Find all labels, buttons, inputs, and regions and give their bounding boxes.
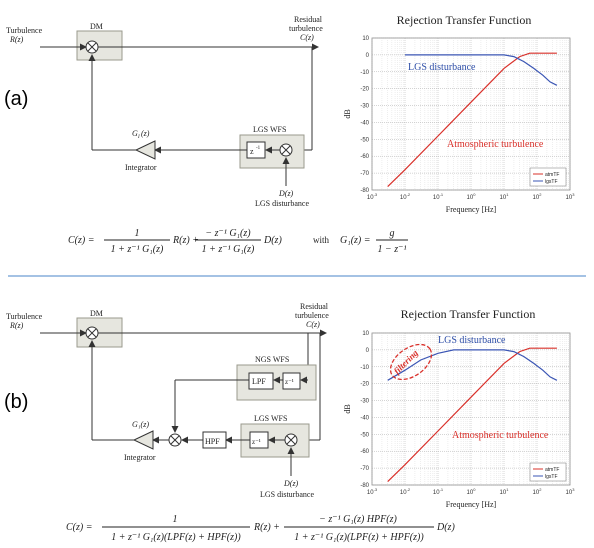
residual-label-b-1: Residual [300,302,328,311]
residual-var-b: C(z) [306,320,320,329]
y-tick-label: -80 [360,483,369,489]
y-tick-label: -20 [360,381,369,388]
x-tick-exp: 1 [506,487,509,492]
block-diagram-a [40,31,318,186]
x-tick-label: $10^{-1}$ [432,487,444,496]
equation-b [66,514,455,543]
x-axis-label: Frequency [Hz] [445,205,497,214]
x-tick-label: $10^1$ [499,192,509,201]
eq-a-gi: G₁(z) = [340,235,371,246]
y-tick-label: -30 [360,103,369,110]
annotation-label: Atmospheric turbulence [447,139,544,150]
turbulence-var-a: R(z) [10,35,24,44]
eq-b-frac2-den: 1 + z⁻¹ G₁(z)(LPF(z) + HPF(z)) [294,532,424,543]
y-tick-label: 10 [362,36,369,42]
eq-b-frac1-den: 1 + z⁻¹ G₁(z)(LPF(z) + HPF(z)) [111,532,241,543]
rejection-chart-b [343,307,575,509]
y-tick-label: -60 [360,449,369,456]
integrator-triangle-a [136,141,155,159]
residual-label-b-2: turbulence [295,311,329,320]
gain-sub-a: I [138,135,140,140]
eq-a-frac2-num: − z⁻¹ G₁(z) [205,228,251,239]
eq-a-with: with [313,235,330,245]
gain-arg-a: (z) [141,129,150,138]
dm-label-a: DM [90,22,103,31]
panel-b-label: (b) [4,391,29,413]
legend-label-lgsTF: lgsTF [545,474,558,480]
x-tick-exp: -1 [439,487,444,492]
turbulence-var-b: R(z) [10,321,24,330]
x-tick-exp: 3 [572,487,575,492]
filtering-label: filtering [391,347,421,377]
x-tick-exp: 3 [572,192,575,197]
eq-a-gi-den: 1 − z⁻¹ [377,244,407,255]
y-axis-label: dB [343,109,352,119]
integrator-triangle-b [134,431,153,449]
y-tick-label: -30 [360,398,369,405]
eq-a-frac2-den: 1 + z⁻¹ G₁(z) [201,244,255,255]
lgs-disturbance-label-b: LGS disturbance [260,490,314,499]
delay-label-b: z⁻¹ [252,438,261,446]
x-axis-label: Frequency [Hz] [445,500,497,509]
x-tick-exp: -2 [406,192,411,197]
y-tick-label: -40 [360,415,369,422]
x-tick-exp: 1 [506,192,509,197]
x-tick-label: $10^{-3}$ [366,487,378,496]
legend-label-lgsTF: lgsTF [545,179,558,185]
lgs-disturbance-label-a: LGS disturbance [255,199,309,208]
y-tick-label: -70 [360,171,369,178]
x-tick-label: $10^{-3}$ [366,192,378,201]
panel-a-label: (a) [4,88,29,110]
chart-title: Rejection Transfer Function [400,307,536,321]
eq-b-mid: R(z) + [254,522,280,533]
eq-a-frac1-den: 1 + z⁻¹ G₁(z) [110,244,164,255]
x-tick-label: $10^2$ [532,487,542,496]
residual-label-a-2: turbulence [289,24,323,33]
x-tick-exp: 0 [473,487,476,492]
block-diagram-b [40,318,326,476]
dz-label-a: D(z) [279,189,294,198]
eq-a-left: C(z) = [68,235,95,246]
y-axis-label: dB [343,404,352,414]
turbulence-label-a: Turbulence [6,26,43,35]
eq-b-frac2-num: − z⁻¹ G₁(z) HPF(z) [319,514,397,525]
x-tick-exp: -3 [373,487,378,492]
rejection-chart-a [343,13,575,214]
x-tick-exp: -3 [373,192,378,197]
dm-box-a [77,31,122,60]
legend-label-atmTF: atmTF [545,467,560,473]
legend-label-atmTF: atmTF [545,172,560,178]
x-tick-exp: -2 [406,487,411,492]
y-tick-label: 10 [362,331,369,337]
annotation-label: LGS disturbance [408,62,476,73]
eq-a-frac1-num: 1 [134,228,140,239]
integrator-label-a: Integrator [125,163,157,172]
x-tick-label: $10^2$ [532,192,542,201]
annotation-label: Atmospheric turbulence [452,430,549,441]
dz-label-b: D(z) [284,479,299,488]
x-tick-label: $10^{-1}$ [432,192,444,201]
annotation-label: LGS disturbance [438,335,506,346]
y-tick-label: -80 [360,188,369,194]
ngs-delay-label: z⁻¹ [285,378,294,386]
y-tick-label: 0 [365,52,369,59]
gain-label-a: G [132,129,138,138]
equation-a [68,228,408,255]
x-tick-exp: 0 [473,192,476,197]
y-tick-label: -20 [360,86,369,93]
x-tick-exp: 2 [539,192,542,197]
eq-b-frac1-num: 1 [172,514,178,525]
lgs-wfs-label-a: LGS WFS [253,125,287,134]
dm-label-b: DM [90,309,103,318]
lgs-wfs-label-b: LGS WFS [254,414,288,423]
eq-a-mid: R(z) + [173,235,199,246]
x-tick-label: $10^0$ [466,487,476,496]
y-tick-label: 0 [365,347,369,354]
eq-a-gi-num: g [389,228,395,239]
y-tick-label: -50 [360,432,369,439]
eq-b-left: C(z) = [66,522,93,533]
y-tick-label: -10 [360,69,369,76]
x-tick-exp: 2 [539,487,542,492]
y-tick-label: -50 [360,137,369,144]
lpf-label: LPF [252,377,266,386]
y-tick-label: -10 [360,364,369,371]
residual-label-a-1: Residual [294,15,322,24]
x-tick-label: $10^0$ [466,192,476,201]
gain-label-b: G₁(z) [132,420,149,429]
y-tick-label: -60 [360,154,369,161]
x-tick-label: $10^1$ [499,487,509,496]
x-tick-exp: -1 [439,192,444,197]
ngs-wfs-label: NGS WFS [255,355,290,364]
residual-var-a: C(z) [300,33,314,42]
delay-label-a: z [250,147,254,156]
turbulence-label-b: Turbulence [6,312,43,321]
eq-a-right: D(z) [264,235,282,246]
delay-exp-a: -1 [256,146,261,151]
y-tick-label: -40 [360,120,369,127]
x-tick-label: $10^3$ [565,192,575,201]
x-tick-label: $10^{-2}$ [399,192,411,201]
chart-title: Rejection Transfer Function [396,13,532,27]
hpf-label: HPF [205,437,220,446]
eq-b-right: D(z) [437,522,455,533]
x-tick-label: $10^3$ [565,487,575,496]
y-tick-label: -70 [360,466,369,473]
x-tick-label: $10^{-2}$ [399,487,411,496]
integrator-label-b: Integrator [124,453,156,462]
